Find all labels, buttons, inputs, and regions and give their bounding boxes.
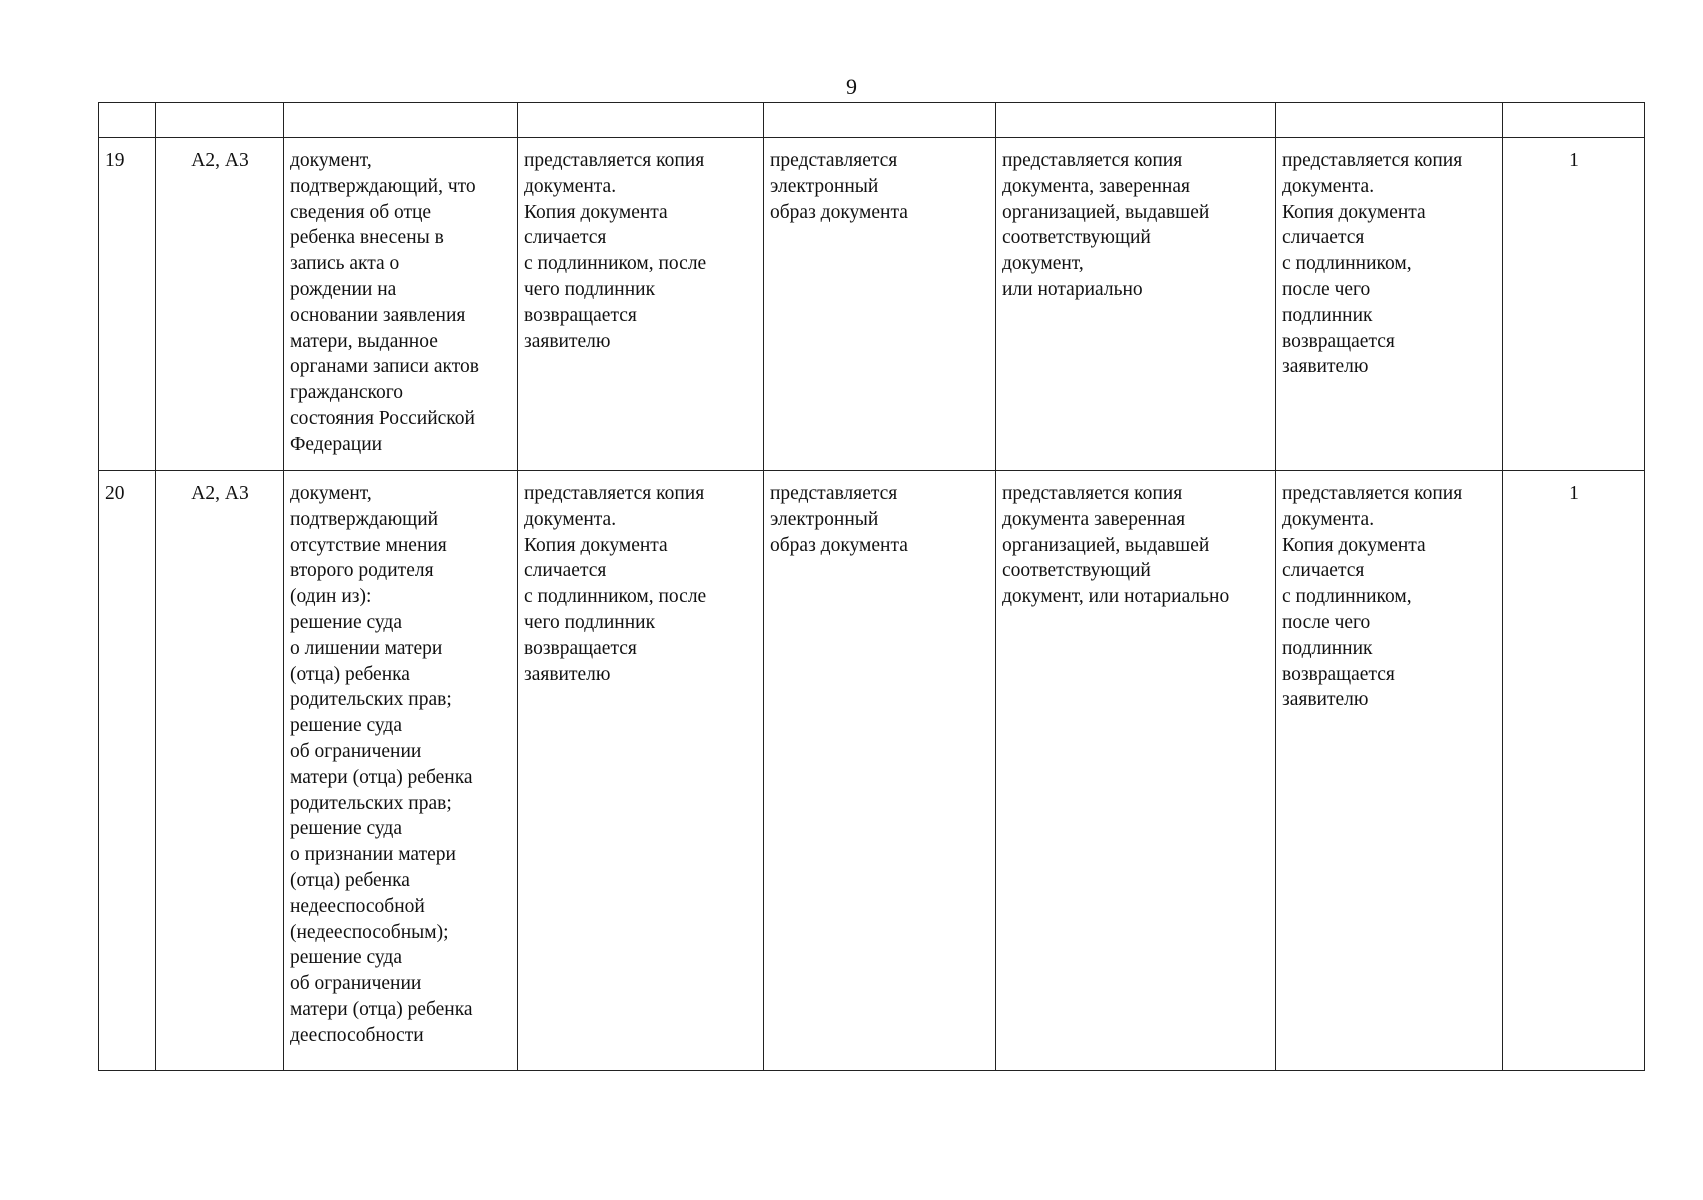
- cell-text-line: представляется: [770, 150, 898, 171]
- cell-text-line: организацией, выдавшей: [1002, 201, 1210, 223]
- cell-text-line: документа.: [1282, 175, 1375, 197]
- row-number: 19: [99, 138, 156, 471]
- cell-text-line: сличается: [1282, 227, 1365, 249]
- cell-text-line: возвращается: [524, 304, 637, 326]
- cell-text-line: (один из):: [290, 586, 372, 608]
- cell-text-line: родительских прав;: [290, 689, 452, 711]
- cell-text-line: соответствующий: [1002, 560, 1151, 582]
- document-name-cell: [284, 138, 518, 471]
- cell-text-line: с подлинником, после: [524, 586, 707, 608]
- cell-text-line: электронный: [770, 508, 879, 530]
- cell-text-line: отсутствие мнения: [290, 534, 447, 556]
- cell-text-line: документа.: [524, 508, 617, 530]
- header-cell: [518, 103, 764, 138]
- cell-text-line: Копия документа: [1282, 201, 1426, 223]
- cell-text-line: сличается: [524, 227, 607, 249]
- cell-text-line: документа.: [1282, 508, 1375, 530]
- in-person-submission-cell: [518, 471, 764, 1071]
- cell-text-line: о признании матери: [290, 844, 456, 866]
- cell-text-line: заявителю: [524, 663, 611, 685]
- applicant-codes: А2, А3: [156, 138, 284, 471]
- cell-text-line: гражданского: [290, 382, 404, 404]
- cell-text-line: основании заявления: [290, 304, 466, 326]
- cell-text-line: решение суда: [290, 818, 402, 840]
- cell-text-line: сведения об отце: [290, 201, 432, 223]
- header-cell: [156, 103, 284, 138]
- cell-text-line: дееспособности: [290, 1024, 424, 1046]
- cell-text-line: Копия документа: [524, 534, 668, 556]
- cell-text-line: возвращается: [1282, 663, 1395, 685]
- cell-text-line: образ документа: [770, 201, 908, 223]
- cell-text-line: представляется копия: [524, 483, 705, 504]
- postal-submission-cell: [996, 138, 1276, 471]
- cell-text-line: (отца) ребенка: [290, 663, 410, 685]
- cell-text-line: недееспособной: [290, 895, 425, 917]
- cell-text-line: после чего: [1282, 278, 1371, 300]
- electronic-submission-cell: [764, 138, 996, 471]
- document-name-cell: [284, 471, 518, 1071]
- cell-text-line: чего подлинник: [524, 611, 656, 633]
- copies-count: 1: [1503, 138, 1645, 471]
- cell-text-line: заявителю: [524, 330, 611, 352]
- cell-text-line: документ,: [290, 483, 372, 504]
- cell-text-line: представляется копия: [1002, 150, 1183, 171]
- row-number: 20: [99, 471, 156, 1071]
- cell-text-line: об ограничении: [290, 740, 422, 762]
- cell-text-line: документ,: [1002, 253, 1084, 275]
- table-header-row: [99, 103, 1645, 138]
- cell-text-line: рождении на: [290, 278, 397, 300]
- cell-text-line: документа, заверенная: [1002, 175, 1190, 197]
- cell-text-line: о лишении матери: [290, 637, 443, 659]
- cell-text-line: матери, выданное: [290, 330, 438, 352]
- cell-text-line: организацией, выдавшей: [1002, 534, 1210, 556]
- cell-text-line: документ, или нотариально: [1002, 586, 1230, 608]
- cell-text-line: подлинник: [1282, 304, 1373, 326]
- header-cell: [996, 103, 1276, 138]
- cell-text-line: решение суда: [290, 611, 402, 633]
- cell-text-line: матери (отца) ребенка: [290, 766, 473, 788]
- header-cell: [1503, 103, 1645, 138]
- cell-text-line: родительских прав;: [290, 792, 452, 814]
- cell-text-line: матери (отца) ребенка: [290, 998, 473, 1020]
- cell-text-line: ребенка внесены в: [290, 227, 444, 249]
- cell-text-line: подтверждающий: [290, 508, 439, 530]
- cell-text-line: решение суда: [290, 715, 402, 737]
- header-cell: [99, 103, 156, 138]
- table-row: [99, 471, 1645, 1071]
- cell-text-line: документ,: [290, 150, 372, 171]
- cell-text-line: об ограничении: [290, 973, 422, 995]
- mfc-submission-cell: [1276, 471, 1503, 1071]
- cell-text-line: подлинник: [1282, 637, 1373, 659]
- copies-count: 1: [1503, 471, 1645, 1071]
- cell-text-line: сличается: [524, 560, 607, 582]
- cell-text-line: (недееспособным);: [290, 921, 449, 943]
- cell-text-line: решение суда: [290, 947, 402, 969]
- table-row: [99, 138, 1645, 471]
- cell-text-line: запись акта о: [290, 253, 400, 275]
- applicant-codes: А2, А3: [156, 471, 284, 1071]
- cell-text-line: сличается: [1282, 560, 1365, 582]
- cell-text-line: возвращается: [524, 637, 637, 659]
- cell-text-line: Копия документа: [524, 201, 668, 223]
- cell-text-line: представляется копия: [1282, 150, 1463, 171]
- cell-text-line: Федерации: [290, 433, 383, 455]
- cell-text-line: документа заверенная: [1002, 508, 1186, 530]
- cell-text-line: органами записи актов: [290, 356, 479, 378]
- cell-text-line: с подлинником,: [1282, 253, 1412, 275]
- cell-text-line: (отца) ребенка: [290, 869, 410, 891]
- cell-text-line: чего подлинник: [524, 278, 656, 300]
- header-cell: [284, 103, 518, 138]
- cell-text-line: Копия документа: [1282, 534, 1426, 556]
- cell-text-line: документа.: [524, 175, 617, 197]
- requirements-table: [98, 102, 1645, 1071]
- electronic-submission-cell: [764, 471, 996, 1071]
- cell-text-line: представляется копия: [1282, 483, 1463, 504]
- cell-text-line: подтверждающий, что: [290, 175, 476, 197]
- header-cell: [764, 103, 996, 138]
- cell-text-line: с подлинником, после: [524, 253, 707, 275]
- postal-submission-cell: [996, 471, 1276, 1071]
- page-number: 9: [846, 74, 857, 99]
- cell-text-line: заявителю: [1282, 356, 1369, 378]
- cell-text-line: после чего: [1282, 611, 1371, 633]
- cell-text-line: электронный: [770, 175, 879, 197]
- cell-text-line: состояния Российской: [290, 407, 475, 429]
- cell-text-line: возвращается: [1282, 330, 1395, 352]
- cell-text-line: с подлинником,: [1282, 586, 1412, 608]
- cell-text-line: представляется копия: [524, 150, 705, 171]
- cell-text-line: представляется: [770, 483, 898, 504]
- cell-text-line: образ документа: [770, 534, 908, 556]
- mfc-submission-cell: [1276, 138, 1503, 471]
- cell-text-line: второго родителя: [290, 560, 434, 582]
- in-person-submission-cell: [518, 138, 764, 471]
- cell-text-line: заявителю: [1282, 689, 1369, 711]
- cell-text-line: или нотариально: [1002, 278, 1143, 300]
- cell-text-line: соответствующий: [1002, 227, 1151, 249]
- header-cell: [1276, 103, 1503, 138]
- cell-text-line: представляется копия: [1002, 483, 1183, 504]
